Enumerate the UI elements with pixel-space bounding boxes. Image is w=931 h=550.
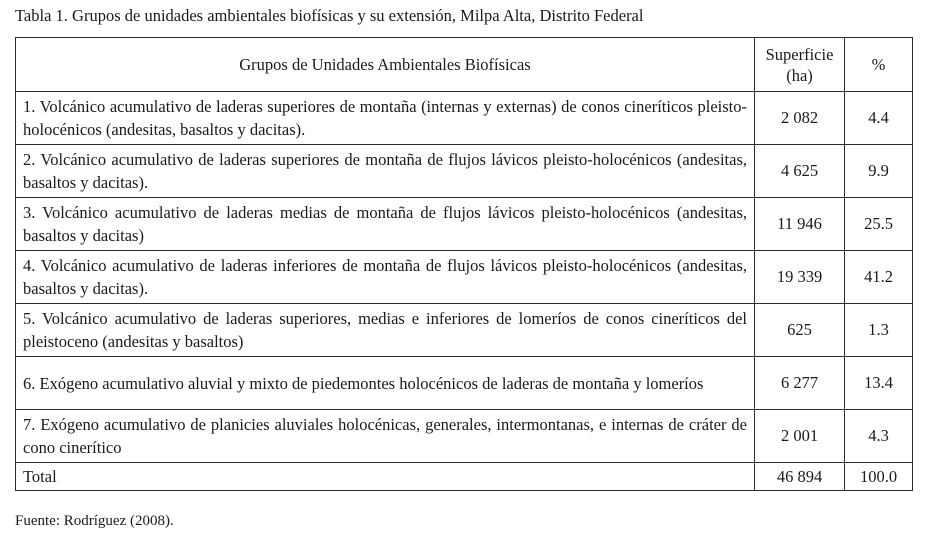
unit-surface: 625	[755, 304, 845, 357]
table-row	[16, 198, 913, 251]
source-note: Fuente: Rodríguez (2008).	[15, 513, 174, 529]
unit-name: 4. Volcánico acumulativo de laderas inferiores de montaña de flujos lávicos pleisto-holocénicos (andesitas, basaltos y dacitas).	[16, 251, 755, 304]
unit-name: 6. Exógeno acumulativo aluvial y mixto de piedemontes holocénicos de laderas de montaña y lomeríos	[16, 357, 755, 410]
total-percent: 100.0	[845, 463, 913, 491]
total-label: Total	[16, 463, 755, 491]
unit-percent: 25.5	[845, 198, 913, 251]
header-percent: %	[845, 38, 913, 92]
header-surface-line2: (ha)	[786, 65, 813, 85]
unit-surface: 2 001	[755, 410, 845, 463]
unit-surface: 6 277	[755, 357, 845, 410]
unit-percent: 1.3	[845, 304, 913, 357]
environmental-units-table	[15, 37, 913, 491]
unit-surface: 2 082	[755, 92, 845, 145]
table-header-row	[16, 38, 913, 92]
unit-name: 7. Exógeno acumulativo de planicies aluviales holocénicas, generales, intermontanas, e internas de cráter de cono cinerítico	[16, 410, 755, 463]
header-surface-line1: Superficie	[765, 44, 834, 64]
unit-name: 2. Volcánico acumulativo de laderas superiores de montaña de flujos lávicos pleisto-holocénicos (andesitas, basaltos y dacitas).	[16, 145, 755, 198]
unit-percent: 41.2	[845, 251, 913, 304]
table-row	[16, 304, 913, 357]
table-row	[16, 145, 913, 198]
table-row	[16, 251, 913, 304]
unit-name: 1. Volcánico acumulativo de laderas superiores de montaña (internas y externas) de conos cineríticos pleisto-holocénicos (andesitas, basaltos y dacitas).	[16, 92, 755, 145]
unit-percent: 9.9	[845, 145, 913, 198]
total-surface: 46 894	[755, 463, 845, 491]
table-caption: Tabla 1. Grupos de unidades ambientales biofísicas y su extensión, Milpa Alta, Distrito Federal	[15, 6, 644, 25]
unit-surface: 19 339	[755, 251, 845, 304]
header-groups: Grupos de Unidades Ambientales Biofísicas	[16, 38, 755, 92]
unit-percent: 4.4	[845, 92, 913, 145]
unit-surface: 11 946	[755, 198, 845, 251]
unit-surface: 4 625	[755, 145, 845, 198]
unit-name: 5. Volcánico acumulativo de laderas superiores, medias e inferiores de lomeríos de conos cineríticos del pleistoceno (andesitas y basaltos)	[16, 304, 755, 357]
table-row	[16, 357, 913, 410]
unit-name: 3. Volcánico acumulativo de laderas medias de montaña de flujos lávicos pleisto-holocénicos (andesitas, basaltos y dacitas)	[16, 198, 755, 251]
unit-percent: 13.4	[845, 357, 913, 410]
table-row	[16, 92, 913, 145]
table-row	[16, 410, 913, 463]
unit-percent: 4.3	[845, 410, 913, 463]
table-total-row	[16, 463, 913, 491]
header-surface	[755, 38, 845, 92]
